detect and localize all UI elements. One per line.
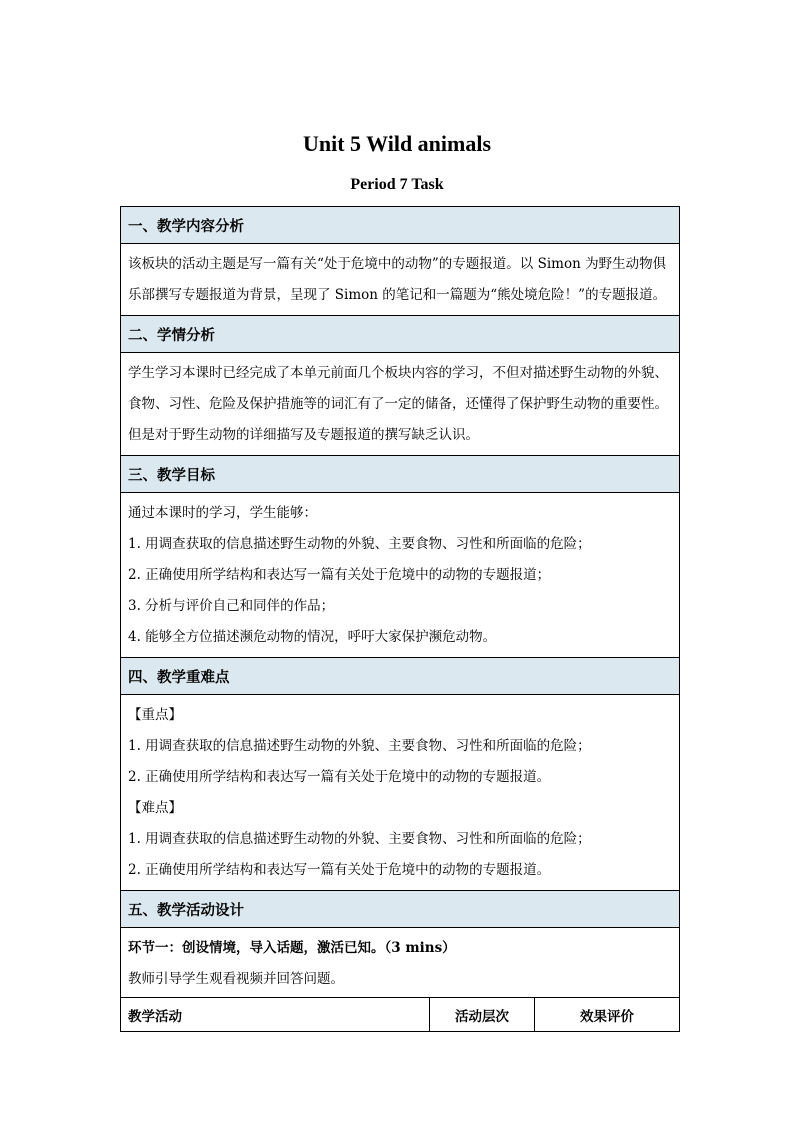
- lesson-plan-table: [120, 206, 680, 1032]
- section-body-key-points: [121, 695, 679, 891]
- stage-one-instruction: 教师引导学生观看视频并回答问题。: [128, 971, 344, 987]
- column-header-evaluation: 效果评价: [580, 1008, 634, 1025]
- objective-item: 2. 正确使用所学结构和表达写一篇有关处于危境中的动物的专题报道；: [128, 567, 551, 583]
- section-heading-objectives: 三、教学目标: [121, 456, 679, 493]
- objective-item: 1. 用调查获取的信息描述野生动物的外貌、主要食物、习性和所面临的危险；: [128, 536, 591, 552]
- document-subtitle: Period 7 Task: [350, 176, 444, 193]
- section-heading-content-analysis: 一、教学内容分析: [121, 207, 679, 244]
- section-heading-student-analysis: 二、学情分析: [121, 316, 679, 353]
- difficult-point-item: 2. 正确使用所学结构和表达写一篇有关处于危境中的动物的专题报道。: [128, 862, 551, 878]
- stage-one-title: 环节一：创设情境，导入话题，激活已知。（3 mins）: [128, 940, 456, 956]
- section-heading-activity-design: 五、教学活动设计: [121, 891, 679, 928]
- objectives-intro: 通过本课时的学习，学生能够：: [128, 505, 317, 521]
- key-point-item: 1. 用调查获取的信息描述野生动物的外貌、主要食物、习性和所面临的危险；: [128, 738, 591, 754]
- key-points-label: 【重点】: [128, 707, 182, 723]
- objective-item: 4. 能够全方位描述濒危动物的情况，呼吁大家保护濒危动物。: [128, 629, 497, 645]
- document-title: Unit 5 Wild animals: [302, 131, 492, 156]
- student-analysis-text: 学生学习本课时已经完成了本单元前面几个板块内容的学习，不但对描述野生动物的外貌、食物、习性、危险及保护措施等的词汇有了一定的储备，还懂得了保护野生动物的重要性。但是对于野生动物的详细描写及专题报道的撰写缺乏认识。: [128, 365, 668, 443]
- column-header-activity: 教学活动: [121, 998, 430, 1031]
- section-body-student-analysis: [121, 353, 679, 456]
- activity-table-header-row: [121, 998, 679, 1031]
- content-analysis-text: 该板块的活动主题是写一篇有关“处于危境中的动物”的专题报道。以 Simon 为野生动物俱乐部撰写专题报道为背景，呈现了 Simon 的笔记和一篇题为“熊处境危险！”的专题报道。: [128, 256, 667, 303]
- column-header-level: 活动层次: [430, 998, 535, 1031]
- section-body-content-analysis: [121, 244, 679, 316]
- difficult-points-label: 【难点】: [128, 800, 182, 816]
- section-body-objectives: [121, 493, 679, 658]
- objective-item: 3. 分析与评价自己和同伴的作品；: [128, 598, 335, 614]
- section-body-activity-design: [121, 928, 679, 998]
- difficult-point-item: 1. 用调查获取的信息描述野生动物的外貌、主要食物、习性和所面临的危险；: [128, 831, 591, 847]
- section-heading-key-points: 四、教学重难点: [121, 658, 679, 695]
- key-point-item: 2. 正确使用所学结构和表达写一篇有关处于危境中的动物的专题报道。: [128, 769, 551, 785]
